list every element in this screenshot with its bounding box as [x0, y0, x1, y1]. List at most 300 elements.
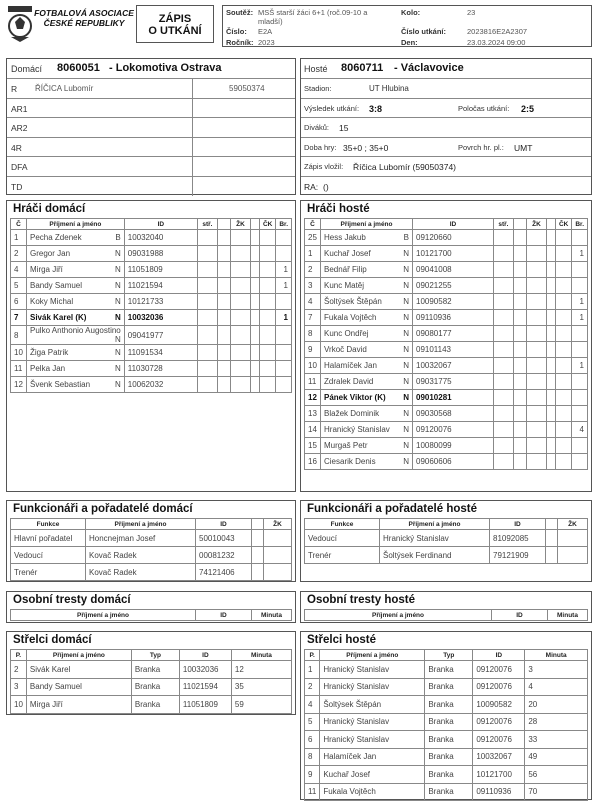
player-id: 09110936: [413, 310, 494, 326]
scorer-id: 11021594: [179, 678, 231, 696]
player-name: Zdralek David: [324, 377, 374, 386]
official-divider: [192, 118, 193, 137]
player-empty-cell: [250, 246, 259, 262]
player-empty-cell: [493, 326, 513, 342]
scor-away-table: [304, 649, 588, 801]
pen-col-header-min: Minuta: [252, 610, 292, 621]
player-empty-cell: [555, 294, 571, 310]
player-row: [305, 246, 588, 262]
scorer-id: 09120076: [473, 661, 525, 679]
player-empty-cell: [493, 246, 513, 262]
halftime-value: 2:5: [521, 103, 535, 114]
func-row: [11, 547, 292, 564]
spectators-label: Diváků:: [304, 123, 330, 132]
player-row: [11, 230, 292, 246]
official-row: [7, 157, 295, 177]
player-goals: [572, 374, 588, 390]
player-name-cell: [321, 294, 413, 310]
player-number: 7: [305, 310, 321, 326]
player-empty-cell: [217, 310, 230, 326]
away-code: 8060711: [341, 62, 384, 74]
official-id: 59050374: [229, 84, 265, 93]
player-col-header-ck: ČK: [259, 219, 275, 230]
scorer-row: [305, 661, 588, 679]
player-name: Švenk Sebastian: [30, 380, 91, 389]
official-role: 4R: [11, 142, 22, 153]
scorer-min: 49: [525, 748, 588, 766]
player-type: N: [114, 249, 121, 258]
scor-col-header-typ: Typ: [131, 650, 179, 661]
func-name: Šoltýsek Ferdinand: [380, 547, 490, 564]
player-goals: [276, 246, 292, 262]
player-id: 09021255: [413, 278, 494, 294]
scor-away-box: [300, 631, 592, 800]
player-type: N: [403, 409, 409, 418]
player-col-header-c: Č: [305, 219, 321, 230]
result-row: [301, 99, 591, 119]
player-goals: [572, 278, 588, 294]
player-goals: 1: [572, 310, 588, 326]
player-empty-cell: [230, 262, 250, 278]
number-label: Číslo:: [226, 27, 247, 36]
player-name-cell: [321, 374, 413, 390]
player-number: 16: [305, 454, 321, 470]
scorer-typ: Branka: [425, 661, 473, 679]
player-empty-cell: [526, 246, 546, 262]
player-type: N: [403, 313, 409, 322]
player-name-cell: [27, 262, 125, 278]
scorer-row: [305, 678, 588, 696]
player-goals: [276, 377, 292, 393]
player-empty-cell: [526, 422, 546, 438]
away-players-title: Hráči hosté: [307, 203, 370, 215]
player-goals: [572, 230, 588, 246]
player-empty-cell: [513, 422, 526, 438]
scorer-name: Hranický Stanislav: [320, 661, 425, 679]
scorer-id: 10090582: [473, 696, 525, 714]
scorer-row: [11, 696, 292, 714]
scorer-p: 3: [11, 678, 27, 696]
player-empty-cell: [546, 374, 555, 390]
player-empty-cell: [217, 278, 230, 294]
scorer-p: 6: [305, 731, 320, 749]
player-empty-cell: [546, 406, 555, 422]
func-empty: [252, 530, 264, 547]
scorer-p: 8: [305, 748, 320, 766]
player-empty-cell: [250, 326, 259, 345]
player-name: Sivák Karel (K): [30, 313, 87, 322]
title-box: [136, 5, 214, 43]
scorer-min: 28: [525, 713, 588, 731]
scor-col-header-p: P.: [305, 650, 320, 661]
spectators-row: [301, 118, 591, 138]
player-empty-cell: [259, 361, 275, 377]
player-empty-cell: [250, 262, 259, 278]
scorer-typ: Branka: [425, 713, 473, 731]
scor-col-header-min: Minuta: [525, 650, 588, 661]
player-empty-cell: [526, 358, 546, 374]
scorer-name: Šoltýsek Štěpán: [320, 696, 425, 714]
pen-away-title: Osobní tresty hosté: [307, 594, 415, 606]
home-code: 8060051: [57, 62, 100, 74]
player-name-cell: [321, 342, 413, 358]
player-number: 11: [305, 374, 321, 390]
player-id: 10032036: [124, 310, 197, 326]
player-number: 11: [11, 361, 27, 377]
player-empty-cell: [259, 278, 275, 294]
player-type: N: [403, 441, 409, 450]
player-col-header: [217, 219, 230, 230]
spectators-value: 15: [339, 123, 349, 133]
player-id: 09030568: [413, 406, 494, 422]
player-col-header-c: Č: [11, 219, 27, 230]
player-col-header-br: Br.: [276, 219, 292, 230]
func-id: 74121406: [196, 564, 252, 581]
player-empty-cell: [230, 230, 250, 246]
player-name-cell: [321, 246, 413, 262]
player-name: Vrkoč David: [324, 345, 367, 354]
player-number: 25: [305, 230, 321, 246]
scor-col-header-min: Minuta: [231, 650, 291, 661]
pen-home-table: [10, 609, 292, 621]
pen-col-header-id: ID: [196, 610, 252, 621]
player-empty-cell: [555, 406, 571, 422]
scorer-row: [305, 713, 588, 731]
player-number: 1: [305, 246, 321, 262]
player-empty-cell: [555, 454, 571, 470]
result-value: 3:8: [369, 103, 383, 114]
scorer-typ: Branka: [425, 766, 473, 784]
player-name: Pecha Zdenek: [30, 233, 82, 242]
player-goals: 1: [572, 358, 588, 374]
player-empty-cell: [513, 230, 526, 246]
func-col-header-name: Příjmení a jméno: [380, 519, 490, 530]
player-name-cell: [27, 278, 125, 294]
player-name-cell: [321, 438, 413, 454]
player-empty-cell: [555, 374, 571, 390]
player-empty-cell: [546, 294, 555, 310]
func-role: Vedoucí: [11, 547, 86, 564]
pen-col-header-name: Příjmení a jméno: [11, 610, 196, 621]
func-role: Trenér: [11, 564, 86, 581]
player-type: N: [114, 297, 121, 306]
player-name: Kuchař Josef: [324, 249, 371, 258]
player-col-header: [546, 219, 555, 230]
player-name: Koky Michal: [30, 297, 74, 306]
player-empty-cell: [513, 326, 526, 342]
player-empty-cell: [493, 454, 513, 470]
player-number: 6: [11, 294, 27, 310]
match-info-box: [300, 58, 592, 195]
official-role: AR1: [11, 103, 28, 114]
player-type: N: [114, 281, 121, 290]
player-row: [305, 406, 588, 422]
player-number: 2: [11, 246, 27, 262]
func-id: 79121909: [490, 547, 546, 564]
player-empty-cell: [250, 310, 259, 326]
player-empty-cell: [546, 246, 555, 262]
player-id: 09041977: [124, 326, 197, 345]
player-row: [305, 390, 588, 406]
player-name: Pelka Jan: [30, 364, 66, 373]
scorer-id: 09120076: [473, 731, 525, 749]
player-goals: [276, 230, 292, 246]
title-line2: O UTKÁNÍ: [148, 25, 202, 37]
player-empty-cell: [493, 358, 513, 374]
player-type: N: [114, 348, 121, 357]
player-empty-cell: [546, 454, 555, 470]
player-name-cell: [321, 422, 413, 438]
scor-home-title: Střelci domácí: [13, 634, 92, 646]
func-empty: [252, 547, 264, 564]
player-name: Kunc Ondřej: [324, 329, 369, 338]
player-empty-cell: [546, 342, 555, 358]
player-row: [305, 342, 588, 358]
func-empty: [252, 564, 264, 581]
player-empty-cell: [217, 230, 230, 246]
scorer-row: [305, 766, 588, 784]
scorer-row: [11, 661, 292, 679]
scorer-min: 3: [525, 661, 588, 679]
player-row: [305, 230, 588, 246]
player-id: 09031988: [124, 246, 197, 262]
official-row: [7, 79, 295, 99]
player-row: [305, 326, 588, 342]
scor-col-header-p: P.: [11, 650, 27, 661]
player-col-header: [250, 219, 259, 230]
official-role: TD: [11, 181, 23, 192]
scorer-id: 10121700: [473, 766, 525, 784]
scorer-typ: Branka: [131, 661, 179, 679]
player-name-cell: [27, 361, 125, 377]
competition-value: MSŠ starší žáci 6+1 (roč.09-10 a mladší): [258, 8, 368, 26]
func-empty: [546, 547, 558, 564]
player-id: 10121700: [413, 246, 494, 262]
stadium-value: UT Hlubina: [369, 84, 409, 93]
player-goals: [572, 454, 588, 470]
official-name: ŘÍČICA Lubomír: [35, 84, 94, 93]
player-goals: [572, 262, 588, 278]
player-row: [305, 262, 588, 278]
player-empty-cell: [513, 438, 526, 454]
date-label: Den:: [401, 38, 418, 47]
scorer-p: 4: [305, 696, 320, 714]
player-empty-cell: [555, 326, 571, 342]
player-empty-cell: [513, 310, 526, 326]
player-name-cell: [321, 278, 413, 294]
player-row: [11, 246, 292, 262]
player-empty-cell: [493, 342, 513, 358]
player-empty-cell: [555, 262, 571, 278]
scorer-min: 35: [231, 678, 291, 696]
func-id: 81092085: [490, 530, 546, 547]
surface-label: Povrch hr. pl.:: [458, 142, 504, 152]
player-col-header-br: Br.: [572, 219, 588, 230]
func-row: [305, 547, 588, 564]
player-empty-cell: [513, 390, 526, 406]
scorer-name: Fukala Vojtěch: [320, 783, 425, 801]
player-id: 09080177: [413, 326, 494, 342]
scorer-p: 5: [305, 713, 320, 731]
pen-home-box: [6, 591, 296, 623]
func-col-header-zk: ŽK: [264, 519, 292, 530]
player-type: B: [115, 233, 121, 242]
official-role: R: [11, 84, 18, 94]
scorer-name: Mirga Jiří: [26, 696, 131, 714]
player-id: 11091534: [124, 345, 197, 361]
player-empty-cell: [526, 406, 546, 422]
scorer-p: 9: [305, 766, 320, 784]
scorer-row: [305, 748, 588, 766]
player-empty-cell: [555, 246, 571, 262]
scorer-p: 1: [305, 661, 320, 679]
player-name: Bandy Samuel: [30, 281, 83, 290]
func-empty: [264, 547, 292, 564]
player-number: 15: [305, 438, 321, 454]
player-empty-cell: [493, 310, 513, 326]
player-empty-cell: [526, 342, 546, 358]
scorer-min: 70: [525, 783, 588, 801]
player-empty-cell: [259, 310, 275, 326]
player-empty-cell: [513, 262, 526, 278]
player-empty-cell: [493, 230, 513, 246]
player-type: N: [403, 425, 409, 434]
player-goals: [276, 294, 292, 310]
func-col-header-id: ID: [490, 519, 546, 530]
func-name: Hranický Stanislav: [380, 530, 490, 547]
func-col-header-id: ID: [196, 519, 252, 530]
player-empty-cell: [197, 230, 217, 246]
player-empty-cell: [217, 294, 230, 310]
player-col-header-id: ID: [124, 219, 197, 230]
player-row: [11, 345, 292, 361]
player-empty-cell: [493, 278, 513, 294]
player-goals: [572, 438, 588, 454]
scorer-row: [305, 696, 588, 714]
player-id: 09010281: [413, 390, 494, 406]
player-type: N: [403, 457, 409, 466]
player-empty-cell: [513, 374, 526, 390]
player-goals: [572, 326, 588, 342]
player-empty-cell: [555, 422, 571, 438]
func-empty: [264, 564, 292, 581]
player-goals: 1: [572, 294, 588, 310]
player-empty-cell: [526, 230, 546, 246]
player-empty-cell: [546, 438, 555, 454]
scorer-p: 11: [305, 783, 320, 801]
player-id: 09031775: [413, 374, 494, 390]
scorer-p: 10: [11, 696, 27, 714]
scorer-p: 2: [305, 678, 320, 696]
player-goals: [276, 326, 292, 345]
player-name: Hess Jakub: [324, 233, 366, 242]
player-number: 10: [11, 345, 27, 361]
func-home-table: [10, 518, 292, 581]
number-value: E2A: [258, 27, 273, 36]
func-name: Honcnejman Josef: [86, 530, 196, 547]
func-name: Kovač Radek: [86, 564, 196, 581]
round-value: 23: [467, 8, 476, 17]
official-divider: [192, 177, 193, 197]
player-empty-cell: [259, 246, 275, 262]
player-empty-cell: [526, 454, 546, 470]
player-empty-cell: [197, 278, 217, 294]
player-empty-cell: [217, 361, 230, 377]
func-role: Vedoucí: [305, 530, 380, 547]
recorded-value: Říčica Lubomír (59050374): [353, 162, 457, 172]
title-line1: ZÁPIS: [158, 13, 192, 25]
player-empty-cell: [259, 345, 275, 361]
player-id: 09120076: [413, 422, 494, 438]
player-name-cell: [321, 262, 413, 278]
player-row: [11, 377, 292, 393]
home-team-row: [7, 59, 295, 79]
func-away-title: Funkcionáři a pořadatelé hosté: [307, 503, 477, 515]
player-empty-cell: [259, 262, 275, 278]
official-divider: [192, 79, 193, 98]
home-name: - Lokomotiva Ostrava: [109, 62, 222, 74]
player-name-cell: [321, 406, 413, 422]
player-id: 09060606: [413, 454, 494, 470]
player-name-cell: [27, 377, 125, 393]
func-empty: [264, 530, 292, 547]
player-empty-cell: [513, 454, 526, 470]
scorer-min: 4: [525, 678, 588, 696]
scorer-min: 56: [525, 766, 588, 784]
player-empty-cell: [230, 246, 250, 262]
ra-value: (): [323, 181, 329, 192]
away-players-table: [304, 218, 588, 470]
player-empty-cell: [197, 326, 217, 345]
player-empty-cell: [513, 246, 526, 262]
player-empty-cell: [513, 358, 526, 374]
result-label: Výsledek utkání:: [304, 103, 360, 113]
player-number: 12: [11, 377, 27, 393]
player-name-cell: [321, 390, 413, 406]
player-name: Bednář Filip: [324, 265, 367, 274]
scorer-typ: Branka: [131, 678, 179, 696]
player-empty-cell: [230, 294, 250, 310]
scor-away-title: Střelci hosté: [307, 634, 377, 646]
player-empty-cell: [250, 278, 259, 294]
player-empty-cell: [526, 310, 546, 326]
home-label: Domácí: [11, 64, 43, 74]
player-empty-cell: [217, 326, 230, 345]
player-empty-cell: [493, 294, 513, 310]
player-col-header-zk: ŽK: [526, 219, 546, 230]
competition-box: [222, 5, 592, 47]
player-number: 9: [305, 342, 321, 358]
func-name: Kovač Radek: [86, 547, 196, 564]
player-empty-cell: [197, 246, 217, 262]
player-empty-cell: [555, 278, 571, 294]
player-type: N: [114, 380, 121, 389]
competition-label: Soutěž:: [226, 8, 254, 17]
func-home-title: Funkcionáři a pořadatelé domácí: [13, 503, 193, 515]
player-type: N: [403, 377, 409, 386]
player-name: Hranický Stanislav: [324, 425, 390, 434]
player-empty-cell: [526, 438, 546, 454]
scorer-typ: Branka: [425, 678, 473, 696]
player-empty-cell: [546, 390, 555, 406]
ra-row: [301, 177, 591, 197]
player-empty-cell: [546, 326, 555, 342]
player-id: 10090582: [413, 294, 494, 310]
player-number: 8: [305, 326, 321, 342]
player-empty-cell: [513, 406, 526, 422]
player-empty-cell: [526, 278, 546, 294]
player-col-header-ck: ČK: [555, 219, 571, 230]
